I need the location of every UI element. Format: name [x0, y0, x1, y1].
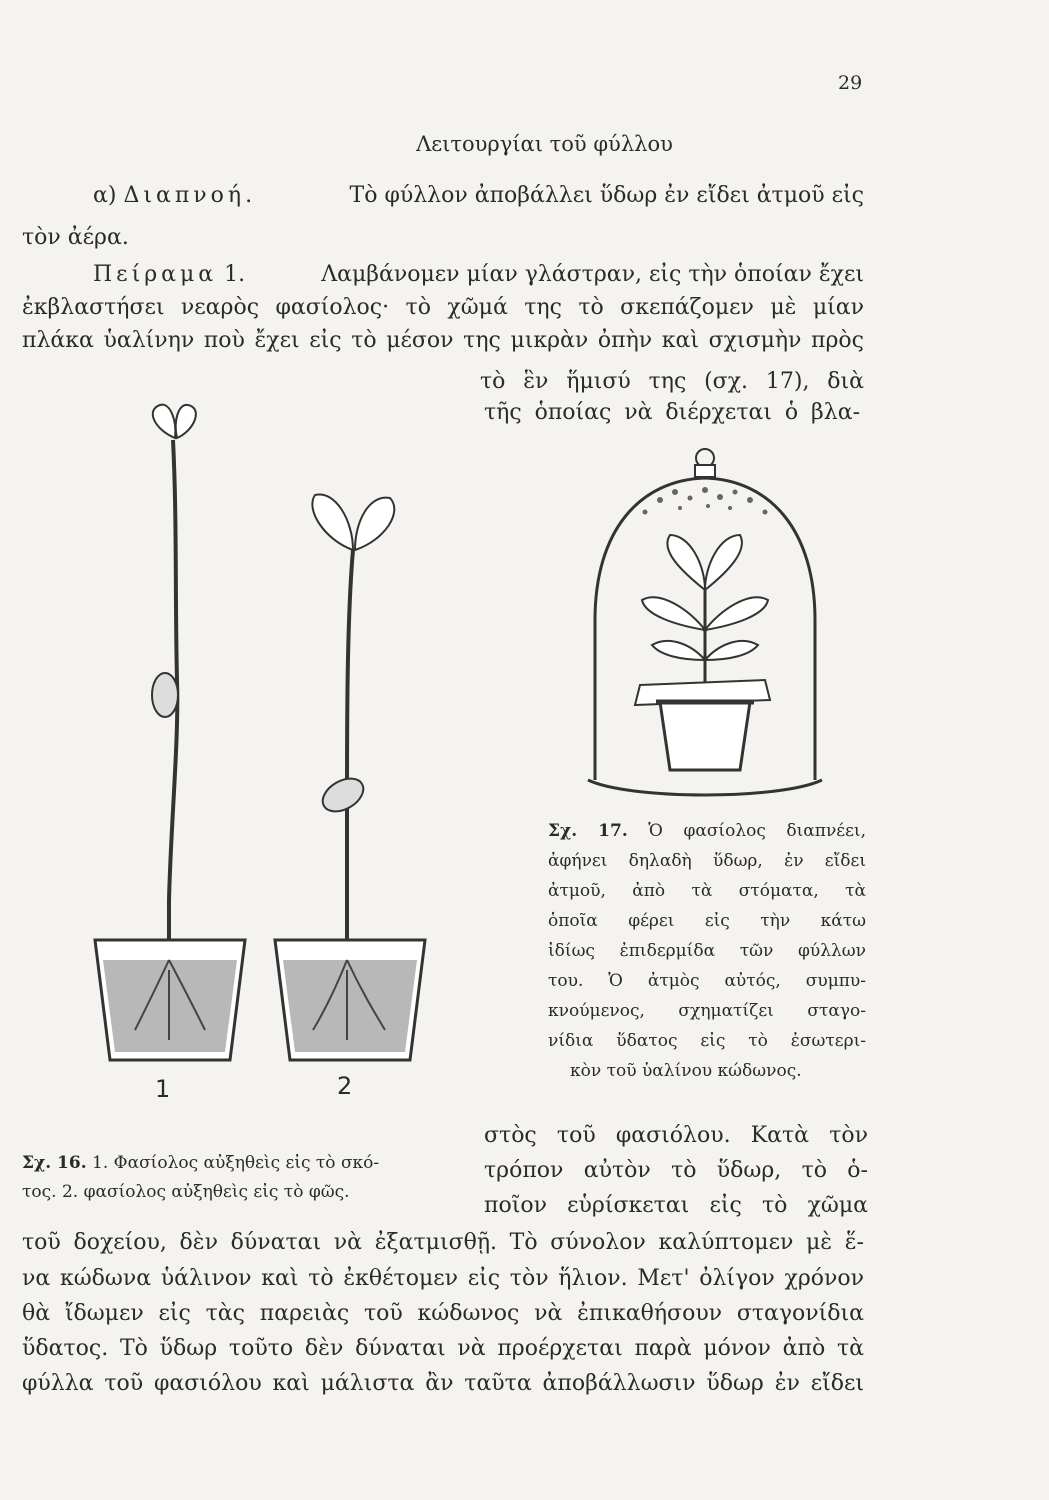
plant-2-stem	[347, 550, 353, 960]
para-a-term: Διαπνοή.	[123, 183, 257, 208]
experiment-line13: φύλλα τοῦ φασιόλου καὶ μάλιστα ἂν ταῦτα ἀποβάλλωσιν ὕδωρ ἐν εἴδει	[22, 1371, 864, 1396]
plant-17-leaf-5	[652, 641, 705, 660]
figure-17-caption-line6: του. Ὁ ἀτμὸς αὐτός, συμπυ-	[548, 971, 866, 991]
plant-2-leaf-right	[355, 498, 394, 550]
experiment-line1	[93, 264, 864, 286]
pot-2-soil	[283, 960, 417, 1052]
bell-jar-neck	[695, 465, 715, 477]
figure-17-caption-line7: κνούμενος, σχηματίζει σταγο-	[548, 1001, 866, 1021]
figure-17-illustration	[580, 440, 860, 820]
bell-jar-base	[588, 780, 822, 795]
experiment-line5: τῆς ὁποίας νὰ διέρχεται ὁ βλα-	[484, 400, 860, 425]
experiment-line3: πλάκα ὑαλίνην ποὺ ἔχει εἰς τὸ μέσον της μικρὰν ὀπὴν καὶ σχισμὴν πρὸς	[22, 328, 864, 353]
plant-17-leaf-3	[642, 597, 705, 630]
figure-16-caption-text1: 1. Φασίολος αὐξηθεὶς εἰς τὸ σκό-	[92, 1153, 380, 1173]
figure-16-illustration	[85, 400, 445, 1100]
para-a-line1	[93, 185, 864, 207]
figure-17-caption-line5: ἰδίως ἐπιδερμίδα τῶν φύλλων	[548, 941, 866, 961]
experiment-line8: ποῖον εὑρίσκεται εἰς τὸ χῶμα	[484, 1193, 868, 1218]
experiment-line7: τρόπον αὐτὸν τὸ ὕδωρ, τὸ ὁ-	[484, 1158, 868, 1183]
plant-17-pot	[660, 702, 750, 770]
plant-17-leaf-6	[705, 641, 758, 660]
figure-17-caption-line4: ὁποῖα φέρει εἰς τὴν κάτω	[548, 911, 866, 931]
figure-17-caption-line8: νίδια ὕδατος εἰς τὸ ἐσωτερι-	[548, 1031, 866, 1051]
experiment-line12: ὕδατος. Τὸ ὕδωρ τοῦτο δὲν δύναται νὰ προέρχεται παρὰ μόνον ἀπὸ τὰ	[22, 1336, 864, 1361]
figure-16-caption-label: Σχ. 16.	[22, 1153, 87, 1173]
experiment-line6: στὸς τοῦ φασιόλου. Κατὰ τὸν	[484, 1123, 868, 1148]
plant-17-leaf-4	[705, 597, 768, 630]
figure-16-caption-line1	[22, 1155, 379, 1172]
figure-17-caption-label: Σχ. 17.	[548, 821, 628, 841]
page-number: 29	[838, 72, 863, 94]
experiment-line2: ἐκβλαστήσει νεαρὸς φασίολος· τὸ χῶμά της τὸ σκεπάζομεν μὲ μίαν	[22, 295, 864, 320]
para-a-line2: τὸν ἀέρα.	[22, 225, 129, 250]
para-a-text: Τὸ φύλλον ἀποβάλλει ὕδωρ ἐν εἴδει ἀτμοῦ εἰς	[349, 183, 864, 208]
figure-16-label-1: 1	[155, 1075, 171, 1103]
figure-17-caption-line1	[548, 823, 866, 840]
experiment-text: Λαμβάνομεν μίαν γλάστραν, εἰς τὴν ὁποίαν ἔχει	[321, 262, 864, 287]
para-a-marker: α)	[93, 183, 117, 208]
figure-17-caption-line3: ἀτμοῦ, ἀπὸ τὰ στόματα, τὰ	[548, 881, 866, 901]
experiment-line9: τοῦ δοχείου, δὲν δύναται νὰ ἐξατμισθῇ. Τὸ σύνολον καλύπτομεν μὲ ἕ-	[22, 1230, 864, 1255]
plant-1-leaf-right	[176, 405, 196, 438]
section-title: Λειτουργίαι τοῦ φύλλου	[416, 132, 673, 156]
plant-2-cotyledon	[317, 772, 369, 818]
plant-1-cotyledon	[152, 673, 178, 717]
figure-16-label-2: 2	[337, 1072, 353, 1100]
plant-17-leaf-2	[705, 535, 742, 590]
plant-17-leaf-1	[667, 535, 705, 590]
experiment-line4: τὸ ἓν ἥμισύ της (σχ. 17), διὰ	[480, 369, 864, 394]
experiment-term: Πείραμα	[93, 262, 218, 287]
experiment-line11: θὰ ἴδωμεν εἰς τὰς παρειὰς τοῦ κώδωνος νὰ ἐπικαθήσουν σταγονίδια	[22, 1301, 864, 1326]
figure-17-caption-line2: ἀφήνει δηλαδὴ ὕδωρ, ἐν εἴδει	[548, 851, 866, 871]
figure-17-caption-line9: κὸν τοῦ ὑαλίνου κώδωνος.	[570, 1061, 802, 1081]
plant-1-leaf-left	[153, 405, 176, 438]
experiment-number: 1.	[224, 262, 246, 287]
figure-16-caption-line2: τος. 2. φασίολος αὐξηθεὶς εἰς τὸ φῶς.	[22, 1182, 350, 1202]
experiment-line10: να κώδωνα ὑάλινον καὶ τὸ ἐκθέτομεν εἰς τὸν ἥλιον. Μετ' ὀλίγον χρόνον	[22, 1266, 864, 1291]
plant-2-leaf-left	[312, 494, 353, 550]
water-droplets	[643, 487, 768, 515]
figure-17-caption-text1: Ὁ φασίολος διαπνέει,	[648, 821, 866, 841]
